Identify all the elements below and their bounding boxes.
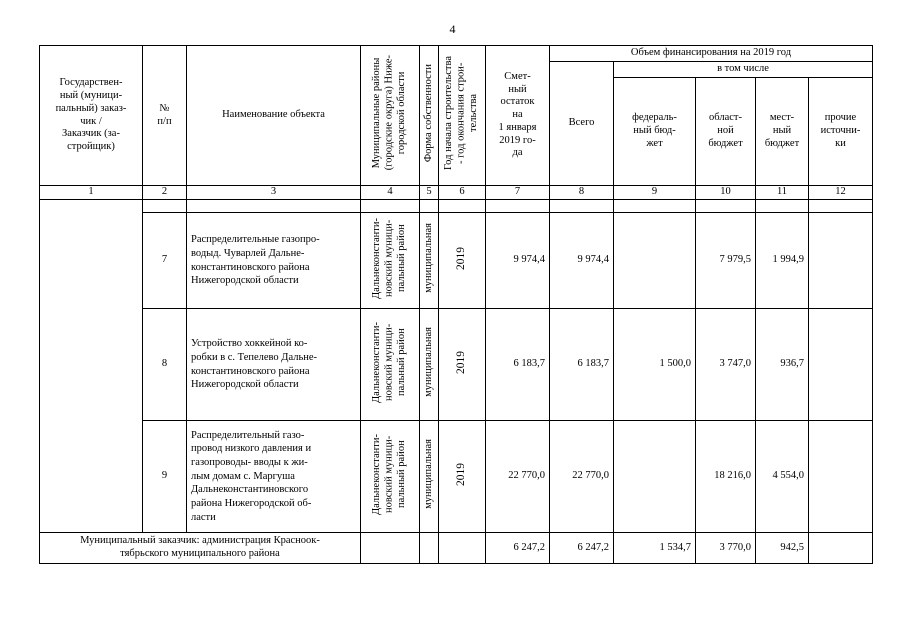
summary-total: 6 247,2 (550, 533, 614, 564)
header-district-text: Муниципальные районы (городские округа) Ниже- городской области (371, 55, 408, 171)
summary-regional: 3 770,0 (696, 533, 756, 564)
header-including (614, 62, 873, 78)
ownership-text: муниципальная (422, 223, 434, 294)
header-number-text: № п/п (157, 102, 172, 127)
header-balance-text: Смет- ный остаток на 1 января 2019 го- да (498, 70, 537, 159)
header-regional-text: област- ной бюджет (708, 112, 743, 149)
regional-value: 3 747,0 (696, 309, 756, 421)
header-total (550, 62, 614, 186)
balance-value: 22 770,0 (486, 421, 550, 533)
header-years-text: Год начала строительства - год окончания строи- тельства (443, 56, 480, 171)
ownership-cell (420, 213, 439, 309)
header-customer-text: Государствен- ный (муници- пальный) заказ- чик / Заказчик (за- стройщик) (55, 77, 127, 153)
column-number: 6 (439, 186, 486, 200)
spacer-row (40, 200, 873, 213)
object-name: Устройство хоккейной ко- робки в с. Тепелево Дальне- константиновского района Нижегородской области (187, 309, 361, 421)
table-row (40, 213, 873, 309)
header-other (809, 78, 873, 186)
other-value (809, 213, 873, 309)
column-number: 3 (187, 186, 361, 200)
row-number: 7 (143, 213, 187, 309)
total-value: 9 974,4 (550, 213, 614, 309)
years-text: 2019 (455, 246, 468, 270)
years-cell (439, 421, 486, 533)
ownership-text: муниципальная (422, 439, 434, 510)
header-including-text: в том числе (717, 63, 769, 75)
column-numbers-row (40, 186, 873, 200)
column-number: 5 (420, 186, 439, 200)
summary-label-text: Муниципальный заказчик: администрация Красноок- тябрьского муниципального района (80, 535, 320, 559)
summary-local: 942,5 (756, 533, 809, 564)
summary-federal: 1 534,7 (614, 533, 696, 564)
summary-other (809, 533, 873, 564)
federal-value (614, 213, 696, 309)
column-number: 4 (361, 186, 420, 200)
local-value: 936,7 (756, 309, 809, 421)
row-number: 9 (143, 421, 187, 533)
summary-row (40, 533, 873, 564)
federal-value (614, 421, 696, 533)
header-ownership (420, 46, 439, 186)
column-number: 11 (756, 186, 809, 200)
column-number: 12 (809, 186, 873, 200)
federal-value: 1 500,0 (614, 309, 696, 421)
local-value: 4 554,0 (756, 421, 809, 533)
header-ownership-text: Форма собственности (422, 64, 434, 163)
district-text: Дальнеконстанти- новский муници- пальный район (371, 433, 408, 515)
header-total-text: Всего (568, 117, 595, 129)
column-number: 2 (143, 186, 187, 200)
header-district (361, 46, 420, 186)
header-regional (696, 78, 756, 186)
column-number: 7 (486, 186, 550, 200)
header-balance (486, 46, 550, 186)
district-text: Дальнеконстанти- новский муници- пальный район (371, 321, 408, 403)
header-number (143, 46, 187, 186)
district-cell (361, 309, 420, 421)
header-federal-text: федераль- ный бюд- жет (632, 112, 677, 149)
ownership-cell (420, 309, 439, 421)
table-row (40, 309, 873, 421)
row-number: 8 (143, 309, 187, 421)
page-number: 4 (449, 22, 456, 36)
header-federal (614, 78, 696, 186)
header-object-name (187, 46, 361, 186)
balance-value: 9 974,4 (486, 213, 550, 309)
years-text: 2019 (455, 462, 468, 486)
years-cell (439, 309, 486, 421)
district-text: Дальнеконстанти- новский муници- пальный район (371, 217, 408, 299)
table-row (40, 421, 873, 533)
header-other-text: прочие источни- ки (820, 112, 861, 149)
local-value: 1 994,9 (756, 213, 809, 309)
financing-table (39, 45, 873, 564)
header-object-name-text: Наименование объекта (222, 109, 325, 121)
header-years (439, 46, 486, 186)
header-local (756, 78, 809, 186)
other-value (809, 421, 873, 533)
header-funding-group-text: Объем финансирования на 2019 год (630, 47, 792, 59)
ownership-cell (420, 421, 439, 533)
column-number: 8 (550, 186, 614, 200)
district-cell (361, 213, 420, 309)
column-number: 10 (696, 186, 756, 200)
regional-value: 7 979,5 (696, 213, 756, 309)
balance-value: 6 183,7 (486, 309, 550, 421)
header-funding-group (550, 46, 873, 62)
header-customer (40, 46, 143, 186)
regional-value: 18 216,0 (696, 421, 756, 533)
summary-balance: 6 247,2 (486, 533, 550, 564)
total-value: 22 770,0 (550, 421, 614, 533)
column-number: 9 (614, 186, 696, 200)
years-cell (439, 213, 486, 309)
ownership-text: муниципальная (422, 327, 434, 398)
total-value: 6 183,7 (550, 309, 614, 421)
years-text: 2019 (455, 350, 468, 374)
object-name: Распределительные газопро- водыд. Чуварлей Дальне- константиновского района Нижегородской области (187, 213, 361, 309)
district-cell (361, 421, 420, 533)
column-number: 1 (40, 186, 143, 200)
object-name: Распределительный газо- провод низкого давления и газопроводы- вводы к жи- лым домам с. Маргуша Дальнеконстантиновского района Нижегородской об- ласти (187, 421, 361, 533)
other-value (809, 309, 873, 421)
summary-label (40, 533, 361, 564)
header-local-text: мест- ный бюджет (764, 112, 800, 149)
